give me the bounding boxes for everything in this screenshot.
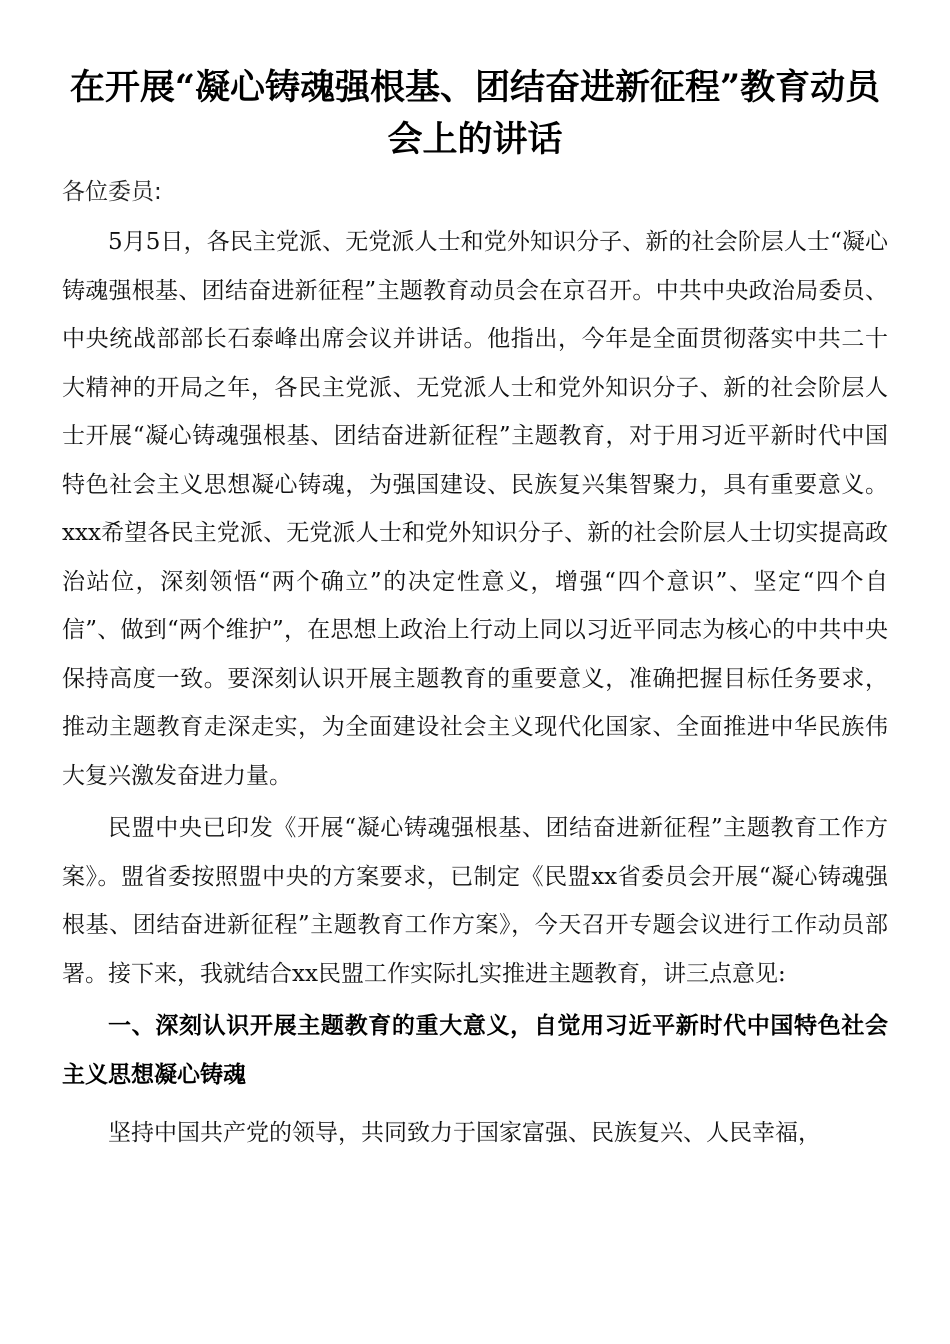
section-heading: 一、深刻认识开展主题教育的重大意义，自觉用习近平新时代中国特色社会主义思想凝心铸魂: [62, 1013, 888, 1088]
body-paragraph: 民盟中央已印发《开展“凝心铸魂强根基、团结奋进新征程”主题教育工作方案》。盟省委按照盟中央的方案要求，已制定《民盟xx省委员会开展“凝心铸魂强根基、团结奋进新征程”主题教育工作方案》，今天召开专题会议进行工作动员部署。接下来，我就结合xx民盟工作实际扎实推进主题教育，讲三点意见:: [62, 815, 888, 987]
body-paragraph: 坚持中国共产党的领导，共同致力于国家富强、民族复兴、人民幸福，: [108, 1120, 821, 1146]
document-title: 在开展“凝心铸魂强根基、团结奋进新征程”教育动员会上的讲话: [69, 67, 881, 160]
salutation: 各位委员:: [62, 179, 162, 205]
body-paragraph: 5月5日，各民主党派、无党派人士和党外知识分子、新的社会阶层人士“凝心铸魂强根基、团结奋进新征程”主题教育动员会在京召开。中共中央政治局委员、中央统战部部长石泰峰出席会议并讲话。他指出，今年是全面贯彻落实中共二十大精神的开局之年，各民主党派、无党派人士和党外知识分子、新的社会阶层人士开展“凝心铸魂强根基、团结奋进新征程”主题教育，对于用习近平新时代中国特色社会主义思想凝心铸魂，为强国建设、民族复兴集智聚力，具有重要意义。xxx希望各民主党派、无党派人士和党外知识分子、新的社会阶层人士切实提高政治站位，深刻领悟“两个确立”的决定性意义，增强“四个意识”、坚定“四个自信”、做到“两个维护”，在思想上政治上行动上同以习近平同志为核心的中共中央保持高度一致。要深刻认识开展主题教育的重要意义，准确把握目标任务要求，推动主题教育走深走实，为全面建设社会主义现代化国家、全面推进中华民族伟大复兴激发奋进力量。: [62, 229, 888, 789]
